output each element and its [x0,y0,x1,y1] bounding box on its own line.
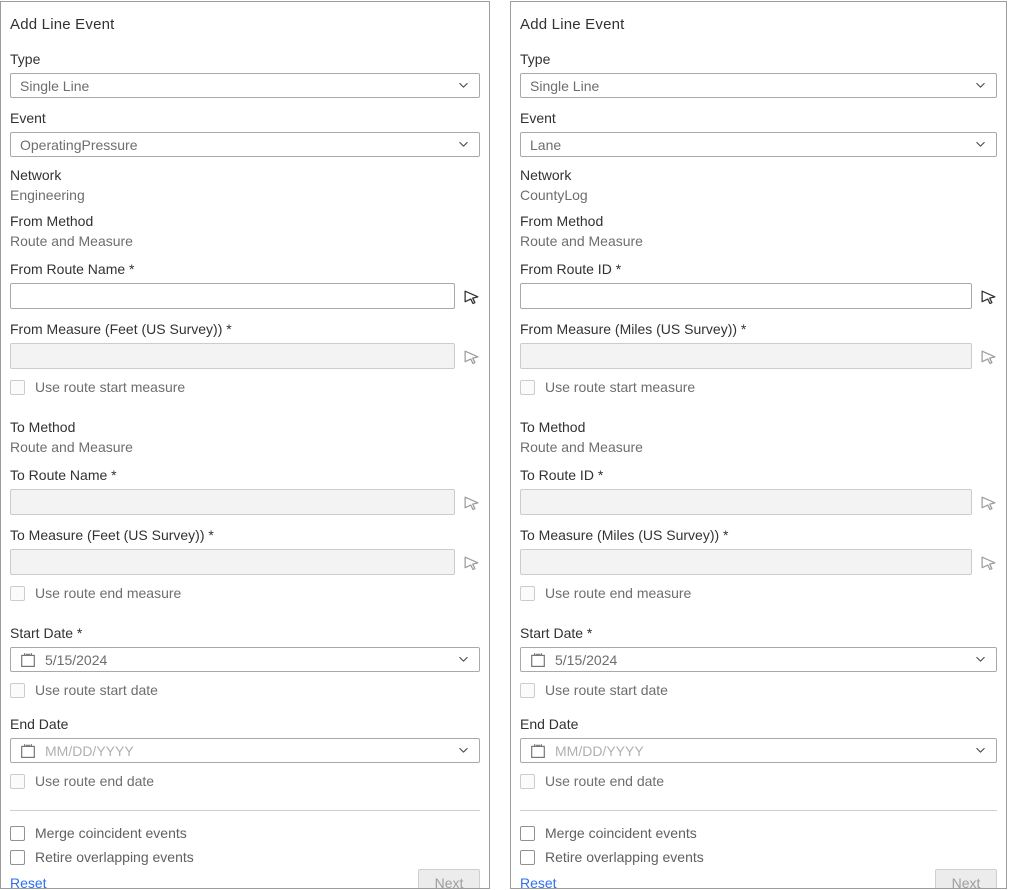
to-measure-input [10,549,455,575]
type-label: Type [520,51,551,67]
reset-link[interactable]: Reset [520,875,557,889]
end-date-label: End Date [520,716,579,732]
from-measure-input [520,343,972,369]
from-route-input[interactable] [10,283,455,309]
to-route-input [520,489,972,515]
start-date-picker[interactable] [520,647,997,672]
add-line-event-panel-right [510,1,1007,889]
chevron-down-icon [974,653,987,666]
use-route-end-date-checkbox [10,774,25,789]
use-route-end-measure-checkbox [10,586,25,601]
select-on-map-icon [463,348,480,365]
use-route-start-date-checkbox [10,683,25,698]
add-line-event-panel-left [0,1,490,889]
use-route-end-measure-checkbox [520,586,535,601]
network-label: Network [520,167,572,183]
start-date-picker[interactable] [10,647,480,672]
end-date-placeholder: MM/DD/YYYY [45,742,134,759]
calendar-icon [530,743,546,759]
page-title: Add Line Event [10,16,115,33]
select-on-map-icon [980,554,997,571]
event-label: Event [10,110,46,126]
calendar-icon [530,652,546,668]
network-value: Engineering [10,187,85,203]
chevron-down-icon [457,79,470,92]
from-measure-label: From Measure (Miles (US Survey)) * [520,321,747,337]
page-title: Add Line Event [520,16,625,33]
event-select[interactable] [10,132,480,157]
network-value: CountyLog [520,187,588,203]
calendar-icon [20,652,36,668]
to-route-input [10,489,455,515]
start-date-label: Start Date * [520,625,593,641]
to-measure-label: To Measure (Miles (US Survey)) * [520,527,729,543]
use-route-start-measure-checkbox [520,380,535,395]
divider [10,810,480,811]
chevron-down-icon [457,653,470,666]
use-route-start-date-checkbox [520,683,535,698]
use-route-start-date-label: Use route start date [35,682,158,698]
from-method-label: From Method [10,213,94,229]
from-method-value: Route and Measure [10,233,133,249]
retire-overlapping-events-label: Retire overlapping events [35,849,194,865]
select-on-map-icon [980,494,997,511]
select-on-map-icon[interactable] [980,288,997,305]
type-label: Type [10,51,41,67]
next-button[interactable]: Next [935,869,997,889]
merge-coincident-events-label: Merge coincident events [545,825,697,841]
merge-coincident-events-checkbox[interactable] [10,826,25,841]
calendar-icon [20,743,36,759]
use-route-end-date-label: Use route end date [35,773,155,789]
select-on-map-icon [463,554,480,571]
select-on-map-icon [980,348,997,365]
end-date-picker[interactable] [520,738,997,763]
merge-coincident-events-label: Merge coincident events [35,825,187,841]
use-route-end-date-label: Use route end date [545,773,665,789]
use-route-start-measure-checkbox [10,380,25,395]
reset-link[interactable]: Reset [10,875,47,889]
start-date-value: 5/15/2024 [555,651,618,668]
network-label: Network [10,167,62,183]
event-select[interactable] [520,132,997,157]
type-select[interactable] [520,73,997,98]
use-route-start-date-label: Use route start date [545,682,668,698]
end-date-label: End Date [10,716,69,732]
use-route-start-measure-label: Use route start measure [35,379,186,395]
to-method-value: Route and Measure [520,439,643,455]
use-route-end-measure-label: Use route end measure [35,585,182,601]
chevron-down-icon [974,138,987,151]
to-route-label: To Route ID * [520,467,604,483]
end-date-placeholder: MM/DD/YYYY [555,742,644,759]
end-date-picker[interactable] [10,738,480,763]
chevron-down-icon [974,79,987,92]
next-button[interactable]: Next [418,869,480,889]
to-measure-label: To Measure (Feet (US Survey)) * [10,527,214,543]
to-measure-input [520,549,972,575]
type-select-value: Single Line [20,77,90,94]
from-method-label: From Method [520,213,604,229]
retire-overlapping-events-checkbox[interactable] [520,850,535,865]
merge-coincident-events-checkbox[interactable] [520,826,535,841]
to-method-label: To Method [10,419,76,435]
type-select-value: Single Line [530,77,600,94]
chevron-down-icon [457,138,470,151]
start-date-value: 5/15/2024 [45,651,108,668]
start-date-label: Start Date * [10,625,83,641]
to-method-value: Route and Measure [10,439,133,455]
from-method-value: Route and Measure [520,233,643,249]
use-route-end-measure-label: Use route end measure [545,585,692,601]
retire-overlapping-events-checkbox[interactable] [10,850,25,865]
from-measure-input [10,343,455,369]
to-route-label: To Route Name * [10,467,117,483]
chevron-down-icon [974,744,987,757]
type-select[interactable] [10,73,480,98]
event-label: Event [520,110,556,126]
from-measure-label: From Measure (Feet (US Survey)) * [10,321,232,337]
use-route-end-date-checkbox [520,774,535,789]
to-method-label: To Method [520,419,586,435]
from-route-input[interactable] [520,283,972,309]
from-route-label: From Route ID * [520,261,622,277]
divider [520,810,997,811]
chevron-down-icon [457,744,470,757]
select-on-map-icon [463,494,480,511]
select-on-map-icon[interactable] [463,288,480,305]
retire-overlapping-events-label: Retire overlapping events [545,849,704,865]
use-route-start-measure-label: Use route start measure [545,379,696,395]
event-select-value: OperatingPressure [20,136,138,153]
event-select-value: Lane [530,136,562,153]
from-route-label: From Route Name * [10,261,135,277]
